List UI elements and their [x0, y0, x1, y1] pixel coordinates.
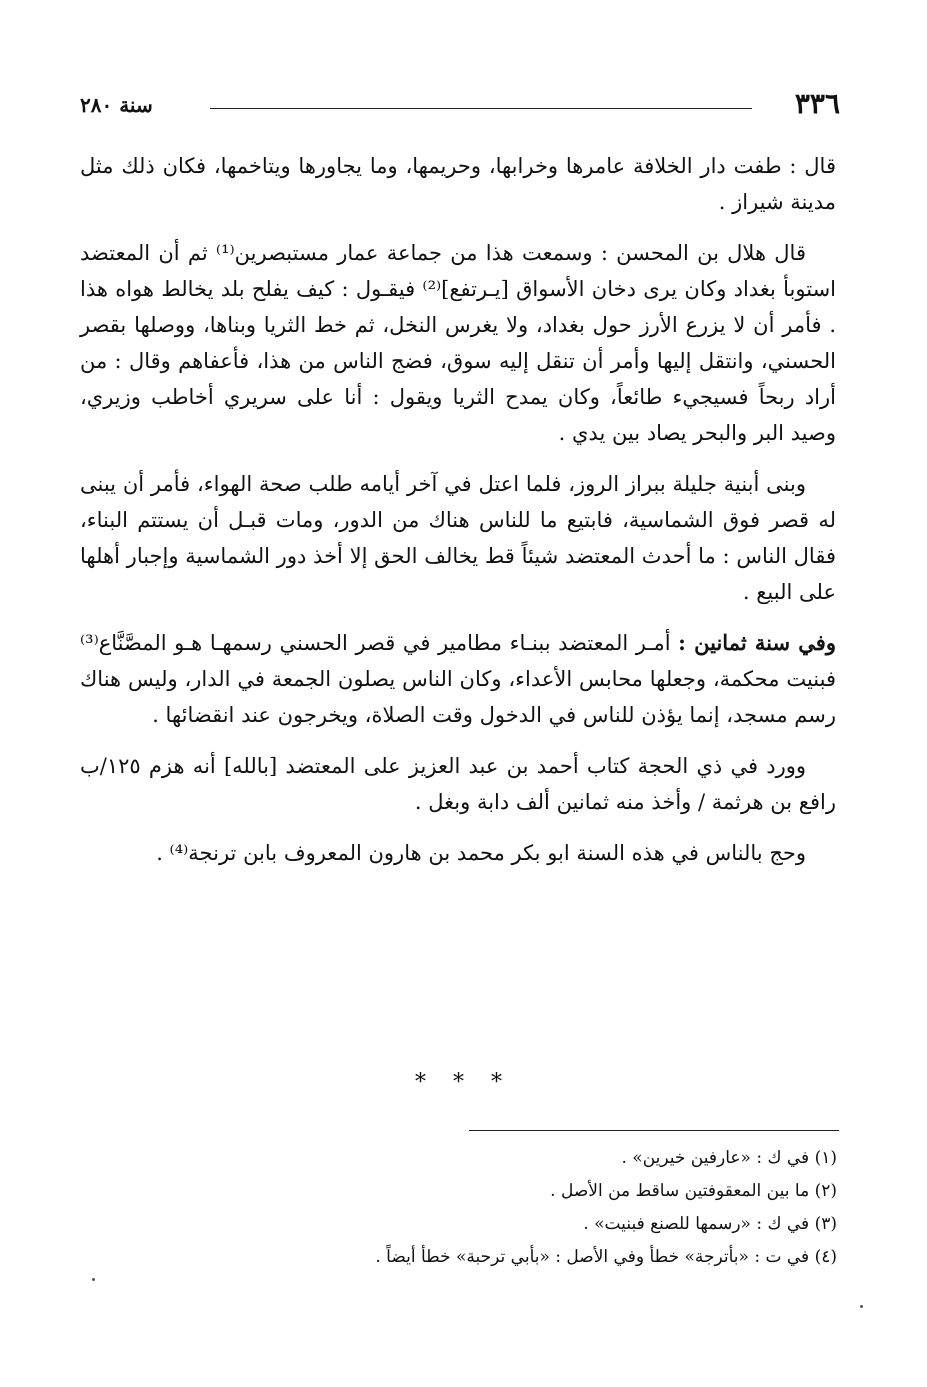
footnote-rule	[469, 1130, 839, 1131]
footnotes	[137, 1142, 837, 1274]
footnote-2: (٢) ما بين المعقوفتين ساقط من الأصل .	[550, 1181, 837, 1201]
paragraph-text: وورد في ذي الحجة كتاب أحمد بن عبد العزيز على المعتضد [بالله] أنه هزم ١٢٥/ب رافع بن هرثمة / وأخذ منه ثمانين ألف دابة وبغل .	[80, 754, 836, 814]
paragraph-text: قال : طفت دار الخلافة عامرها وخرابها، وحريمها، وما يجاورها ويتاخمها، فكان ذلك مثل مدينة شيراز .	[80, 154, 836, 214]
section-separator: * * *	[415, 1070, 512, 1095]
footnote-1: (١) في ك : «عارفين خيرين» .	[621, 1148, 837, 1168]
paragraph-3	[80, 466, 836, 610]
paragraph-text: وحج بالناس في هذه السنة ابو بكر محمد بن هارون المعروف بابن ترنجة⁽⁴⁾ .	[156, 841, 806, 865]
header-rule	[210, 108, 752, 109]
paragraph-4	[80, 625, 836, 733]
page-header	[80, 88, 840, 128]
main-text	[80, 148, 836, 886]
year-heading: وفي سنة ثمانين :	[678, 630, 836, 655]
paragraph-2	[80, 235, 836, 451]
paragraph-text: وبنى أبنية جليلة ببراز الروز، فلما اعتل في آخر أيامه طلب صحة الهواء، فأمر أن يبنى له قصر فوق الشماسية، فابتيع ما للناس هناك من الدور، ومات قبـل أن يستتم البناء، فقال الناس : ما أحدث المعتضد شيئاً قط يخالف الحق إلا أخذ دور الشماسية وإجبار أهلها على البيع .	[80, 472, 836, 604]
scan-speck	[92, 1278, 95, 1281]
page-number: ٣٣٦	[794, 87, 840, 120]
paragraph-text: أمـر المعتضد ببنـاء مطامير في قصر الحسني رسمهـا هـو المصَّنَّاع⁽³⁾ فبنيت محكمة، وجعلها محابس الأعداء، وكان الناس يصلون الجمعة في الدار، وليس هناك رسم مسجد، إنما يؤذن للناس في الدخول وقت الصلاة، ويخرجون عند انقضائها .	[80, 631, 836, 727]
paragraph-text: قال هلال بن المحسن : وسمعت هذا من جماعة عمار مستبصرين⁽¹⁾ ثم أن المعتضد استوبأ بغداد وكان يرى دخان الأسواق [يـرتفع]⁽²⁾ فيقـول : كيف يفلح بلد يخالط هواه هذا . فأمر أن لا يزرع الأرز حول بغداد، ولا يغرس النخل، ثم خط الثريا وبناها، ووصلها بقصر الحسني، وانتقل إليها وأمر أن تنقل إليه سوق، فضج الناس من هذا، فأعفاهم وقال : من أراد ربحاً فسيجيء طائعاً، وكان يمدح الثريا ويقول : أنا على سريري أخاطب وزيري، وصيد البر والبحر يصاد بين يدي .	[80, 241, 836, 445]
footnote-3: (٣) في ك : «رسمها للصنع فبنيت» .	[583, 1214, 837, 1234]
scan-speck	[860, 1305, 863, 1308]
footnote-4: (٤) في ت : «بأترجة» خطأ وفي الأصل : «بأبي ترحبة» خطأ أيضاً .	[375, 1247, 837, 1267]
running-head: سنة ٢٨٠	[80, 93, 153, 117]
paragraph-1	[80, 148, 836, 220]
paragraph-6	[80, 835, 836, 871]
paragraph-5	[80, 748, 836, 820]
